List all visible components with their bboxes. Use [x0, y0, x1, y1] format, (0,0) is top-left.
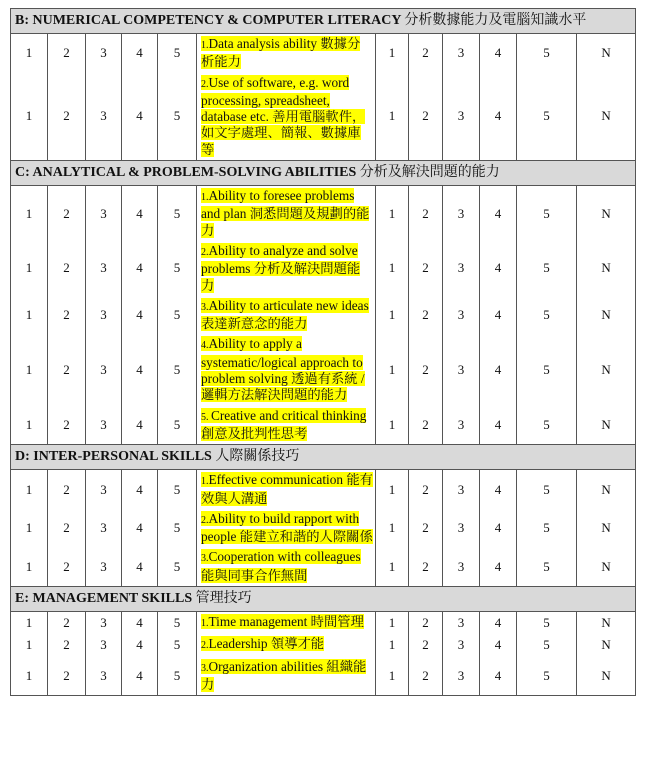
rating-option-left[interactable]: 3: [86, 509, 122, 548]
rating-option-right[interactable]: 5: [517, 34, 577, 73]
rating-option-left[interactable]: 4: [122, 186, 158, 241]
rating-option-right[interactable]: 2: [409, 241, 443, 296]
rating-option-left[interactable]: 5: [158, 241, 197, 296]
rating-option-left[interactable]: 4: [122, 334, 158, 405]
skill-description: [197, 73, 376, 161]
rating-option-left[interactable]: 5: [158, 73, 197, 161]
rating-option-right[interactable]: 2: [409, 634, 443, 656]
rating-option-na[interactable]: N: [577, 470, 636, 509]
rating-option-right[interactable]: 3: [443, 73, 480, 161]
rating-option-left[interactable]: 3: [86, 634, 122, 656]
rating-option-right[interactable]: 3: [443, 296, 480, 335]
rating-option-right[interactable]: 5: [517, 657, 577, 696]
rating-option-na[interactable]: N: [577, 547, 636, 586]
rating-option-left[interactable]: 3: [86, 34, 122, 73]
skill-description: [197, 612, 376, 635]
rating-option-right[interactable]: 3: [443, 406, 480, 445]
skill-label: Ability to apply a systematic/logical approach to problem solving 透過有系統 / 邏輯方法解決問題的能力: [201, 336, 365, 403]
skill-number: 3.: [201, 301, 209, 313]
skill-number: 2.: [201, 640, 209, 652]
rating-option-right[interactable]: 1: [376, 406, 409, 445]
rating-option-left[interactable]: 2: [48, 406, 86, 445]
rating-row: [11, 296, 636, 335]
rating-option-left[interactable]: 4: [122, 470, 158, 509]
rating-option-right[interactable]: 2: [409, 547, 443, 586]
rating-option-right[interactable]: 1: [376, 547, 409, 586]
rating-option-right[interactable]: 1: [376, 241, 409, 296]
skill-text: [201, 511, 373, 544]
rating-option-left[interactable]: 1: [11, 186, 48, 241]
rating-option-right[interactable]: 2: [409, 186, 443, 241]
skill-description: [197, 296, 376, 335]
skill-label: Ability to foresee problems and plan 洞悉問題及規劃的能力: [201, 188, 370, 238]
section-heading-zh: 管理技巧: [195, 591, 252, 607]
rating-row: [11, 241, 636, 296]
rating-option-left[interactable]: 2: [48, 34, 86, 73]
rating-option-left[interactable]: 2: [48, 334, 86, 405]
rating-option-right[interactable]: 2: [409, 509, 443, 548]
rating-option-left[interactable]: 4: [122, 657, 158, 696]
rating-option-left[interactable]: 2: [48, 509, 86, 548]
rating-option-right[interactable]: 5: [517, 612, 577, 635]
skill-number: 1.: [201, 192, 209, 204]
rating-option-right[interactable]: 5: [517, 547, 577, 586]
skill-text: [201, 659, 366, 692]
rating-option-right[interactable]: 2: [409, 334, 443, 405]
rating-option-left[interactable]: 2: [48, 73, 86, 161]
section-heading-en: B: NUMERICAL COMPETENCY & COMPUTER LITERACY: [15, 13, 401, 28]
section-header-row: [11, 587, 636, 612]
rating-option-right[interactable]: 2: [409, 296, 443, 335]
rating-option-right[interactable]: 5: [517, 241, 577, 296]
skill-text: [201, 614, 364, 629]
rating-option-left[interactable]: 3: [86, 296, 122, 335]
rating-option-left[interactable]: 3: [86, 612, 122, 635]
rating-option-left[interactable]: 4: [122, 612, 158, 635]
skill-text: [201, 243, 360, 293]
skill-number: 3.: [201, 553, 209, 565]
rating-option-left[interactable]: 2: [48, 186, 86, 241]
rating-option-left[interactable]: 5: [158, 612, 197, 635]
skill-label: Use of software, e.g. word processing, spreadsheet, database etc. 善用電腦軟件，如文字處理、簡報、數據庫等: [201, 74, 366, 157]
skill-label: Cooperation with colleagues 能與同事合作無間: [201, 549, 361, 583]
rating-option-left[interactable]: 1: [11, 406, 48, 445]
rating-option-right[interactable]: 3: [443, 470, 480, 509]
skill-text: [201, 408, 366, 441]
rating-option-right[interactable]: 3: [443, 547, 480, 586]
rating-option-left[interactable]: 3: [86, 547, 122, 586]
rating-option-right[interactable]: 2: [409, 406, 443, 445]
section-heading: [11, 9, 636, 34]
rating-option-right[interactable]: 4: [480, 241, 517, 296]
skill-description: [197, 509, 376, 548]
rating-option-right[interactable]: 4: [480, 296, 517, 335]
section-heading-en: D: INTER-PERSONAL SKILLS: [15, 449, 212, 465]
skill-label: Time management 時間管理: [208, 614, 364, 630]
rating-row: [11, 73, 636, 161]
skill-number: 2.: [201, 246, 209, 258]
rating-option-left[interactable]: 2: [48, 612, 86, 635]
rating-option-right[interactable]: 3: [443, 334, 480, 405]
rating-option-left[interactable]: 2: [48, 296, 86, 335]
rating-option-right[interactable]: 5: [517, 186, 577, 241]
rating-option-right[interactable]: 3: [443, 34, 480, 73]
rating-option-left[interactable]: 4: [122, 509, 158, 548]
section-heading: [11, 445, 636, 470]
rating-option-na[interactable]: N: [577, 34, 636, 73]
rating-option-right[interactable]: 3: [443, 612, 480, 635]
rating-option-na[interactable]: N: [577, 406, 636, 445]
rating-option-right[interactable]: 4: [480, 470, 517, 509]
rating-row: [11, 406, 636, 445]
rating-option-right[interactable]: 4: [480, 34, 517, 73]
section-heading-zh: 分析數據能力及電腦知識水平: [404, 13, 587, 28]
rating-option-left[interactable]: 1: [11, 612, 48, 635]
rating-option-right[interactable]: 1: [376, 657, 409, 696]
skill-number: 1.: [201, 618, 209, 630]
rating-row: [11, 509, 636, 548]
rating-option-left[interactable]: 5: [158, 547, 197, 586]
section-heading-en: C: ANALYTICAL & PROBLEM-SOLVING ABILITIES: [15, 165, 357, 181]
rating-option-right[interactable]: 3: [443, 186, 480, 241]
rating-option-na[interactable]: N: [577, 186, 636, 241]
rating-row: [11, 34, 636, 73]
rating-option-left[interactable]: 5: [158, 634, 197, 656]
section-heading-en: E: MANAGEMENT SKILLS: [15, 591, 193, 607]
rating-row: [11, 634, 636, 656]
rating-option-left[interactable]: 4: [122, 34, 158, 73]
rating-option-left[interactable]: 5: [158, 296, 197, 335]
rating-option-left[interactable]: 3: [86, 73, 122, 161]
rating-option-left[interactable]: 4: [122, 547, 158, 586]
skill-label: Ability to analyze and solve problems 分析及解決問題能力: [201, 242, 361, 293]
rating-option-left[interactable]: 1: [11, 470, 48, 509]
rating-option-right[interactable]: 4: [480, 186, 517, 241]
rating-option-right[interactable]: 4: [480, 634, 517, 656]
skill-label: Ability to articulate new ideas 表達新意念的能力: [201, 297, 369, 332]
rating-option-right[interactable]: 1: [376, 509, 409, 548]
rating-option-right[interactable]: 2: [409, 657, 443, 696]
rating-option-left[interactable]: 2: [48, 657, 86, 696]
skill-description: [197, 186, 376, 241]
rating-option-right[interactable]: 1: [376, 612, 409, 635]
rating-option-right[interactable]: 4: [480, 547, 517, 586]
rating-option-left[interactable]: 1: [11, 241, 48, 296]
skill-number: 5.: [201, 411, 211, 423]
rating-option-left[interactable]: 4: [122, 634, 158, 656]
rating-option-left[interactable]: 1: [11, 547, 48, 586]
rating-option-left[interactable]: 3: [86, 186, 122, 241]
rating-option-left[interactable]: 1: [11, 334, 48, 405]
skill-text: [201, 636, 324, 651]
rating-option-left[interactable]: 5: [158, 334, 197, 405]
rating-option-left[interactable]: 3: [86, 241, 122, 296]
section-header-row: [11, 445, 636, 470]
skill-description: [197, 334, 376, 405]
rating-row: [11, 657, 636, 696]
rating-option-right[interactable]: 4: [480, 657, 517, 696]
rating-option-left[interactable]: 3: [86, 657, 122, 696]
rating-option-right[interactable]: 3: [443, 509, 480, 548]
rating-row: [11, 186, 636, 241]
skill-description: [197, 34, 376, 73]
rating-option-right[interactable]: 1: [376, 470, 409, 509]
rating-option-na[interactable]: N: [577, 657, 636, 696]
rating-row: [11, 334, 636, 405]
skill-description: [197, 547, 376, 586]
rating-option-right[interactable]: 1: [376, 334, 409, 405]
section-header-row: [11, 161, 636, 186]
skill-label: Leadership 領導才能: [208, 636, 325, 652]
skill-number: 3.: [201, 662, 209, 674]
rating-option-right[interactable]: 5: [517, 634, 577, 656]
skill-text: [201, 36, 360, 69]
rating-option-right[interactable]: 4: [480, 73, 517, 161]
rating-option-right[interactable]: 3: [443, 241, 480, 296]
rating-option-left[interactable]: 5: [158, 470, 197, 509]
skill-description: [197, 241, 376, 296]
rating-option-na[interactable]: N: [577, 296, 636, 335]
rating-option-na[interactable]: N: [577, 612, 636, 635]
rating-option-right[interactable]: 5: [517, 296, 577, 335]
rating-row: [11, 547, 636, 586]
skill-description: [197, 657, 376, 696]
rating-option-left[interactable]: 5: [158, 657, 197, 696]
rating-option-right[interactable]: 3: [443, 657, 480, 696]
rating-option-left[interactable]: 2: [48, 241, 86, 296]
rating-option-left[interactable]: 1: [11, 634, 48, 656]
rating-option-left[interactable]: 1: [11, 296, 48, 335]
rating-option-right[interactable]: 3: [443, 634, 480, 656]
skill-label: Effective communication 能有效與人溝通: [201, 472, 373, 506]
skill-text: [201, 472, 373, 505]
rating-option-right[interactable]: 5: [517, 470, 577, 509]
rating-option-right[interactable]: 5: [517, 73, 577, 161]
rating-option-right[interactable]: 5: [517, 509, 577, 548]
skill-number: 2.: [201, 78, 209, 90]
rating-option-right[interactable]: 5: [517, 334, 577, 405]
rating-option-left[interactable]: 3: [86, 406, 122, 445]
section-header-row: [11, 9, 636, 34]
rating-option-na[interactable]: N: [577, 73, 636, 161]
skill-label: Creative and critical thinking 創意及批判性思考: [201, 407, 367, 441]
section-heading-zh: 分析及解決問題的能力: [359, 165, 500, 181]
rating-option-right[interactable]: 4: [480, 612, 517, 635]
skill-number: 2.: [201, 514, 209, 526]
rating-option-right[interactable]: 2: [409, 73, 443, 161]
rating-option-na[interactable]: N: [577, 334, 636, 405]
rating-option-left[interactable]: 2: [48, 547, 86, 586]
section-heading-zh: 人際關係技巧: [215, 449, 300, 465]
rating-row: [11, 470, 636, 509]
skill-text: [201, 188, 369, 238]
skill-text: [201, 336, 365, 402]
rating-option-left[interactable]: 1: [11, 657, 48, 696]
rating-option-right[interactable]: 1: [376, 634, 409, 656]
rating-option-right[interactable]: 1: [376, 186, 409, 241]
rating-option-left[interactable]: 5: [158, 186, 197, 241]
rating-option-left[interactable]: 4: [122, 73, 158, 161]
rating-option-left[interactable]: 5: [158, 406, 197, 445]
rating-option-left[interactable]: 3: [86, 334, 122, 405]
rating-option-left[interactable]: 5: [158, 34, 197, 73]
skill-text: [201, 75, 365, 157]
skills-rating-table: [10, 8, 636, 696]
rating-option-right[interactable]: 5: [517, 406, 577, 445]
rating-option-left[interactable]: 1: [11, 73, 48, 161]
rating-option-right[interactable]: 2: [409, 34, 443, 73]
skill-description: [197, 406, 376, 445]
rating-row: [11, 612, 636, 635]
skill-label: Ability to build rapport with people 能建立和諧的人際關係: [201, 510, 373, 545]
rating-option-left[interactable]: 4: [122, 406, 158, 445]
rating-option-right[interactable]: 2: [409, 470, 443, 509]
skill-description: [197, 634, 376, 656]
skill-number: 4.: [201, 340, 209, 352]
rating-option-right[interactable]: 2: [409, 612, 443, 635]
rating-option-right[interactable]: 1: [376, 296, 409, 335]
rating-option-right[interactable]: 1: [376, 73, 409, 161]
skill-description: [197, 470, 376, 509]
skill-text: [201, 549, 361, 582]
table-body: [11, 9, 636, 696]
rating-option-left[interactable]: 2: [48, 634, 86, 656]
rating-option-left[interactable]: 4: [122, 241, 158, 296]
rating-option-na[interactable]: N: [577, 509, 636, 548]
rating-option-left[interactable]: 4: [122, 296, 158, 335]
section-heading: [11, 161, 636, 186]
rating-option-left[interactable]: 5: [158, 509, 197, 548]
rating-option-right[interactable]: 1: [376, 34, 409, 73]
skill-label: Organization abilities 組織能力: [201, 658, 367, 692]
skill-text: [201, 298, 369, 331]
rating-option-left[interactable]: 1: [11, 509, 48, 548]
rating-option-right[interactable]: 4: [480, 509, 517, 548]
rating-option-left[interactable]: 1: [11, 34, 48, 73]
skill-number: 1.: [201, 476, 209, 488]
rating-option-left[interactable]: 3: [86, 470, 122, 509]
section-heading: [11, 587, 636, 612]
rating-option-right[interactable]: 4: [480, 406, 517, 445]
rating-option-left[interactable]: 2: [48, 470, 86, 509]
skill-number: 1.: [201, 40, 209, 51]
rating-option-na[interactable]: N: [577, 634, 636, 656]
rating-option-right[interactable]: 4: [480, 334, 517, 405]
rating-option-na[interactable]: N: [577, 241, 636, 296]
skill-label: Data analysis ability 數據分析能力: [201, 36, 361, 70]
